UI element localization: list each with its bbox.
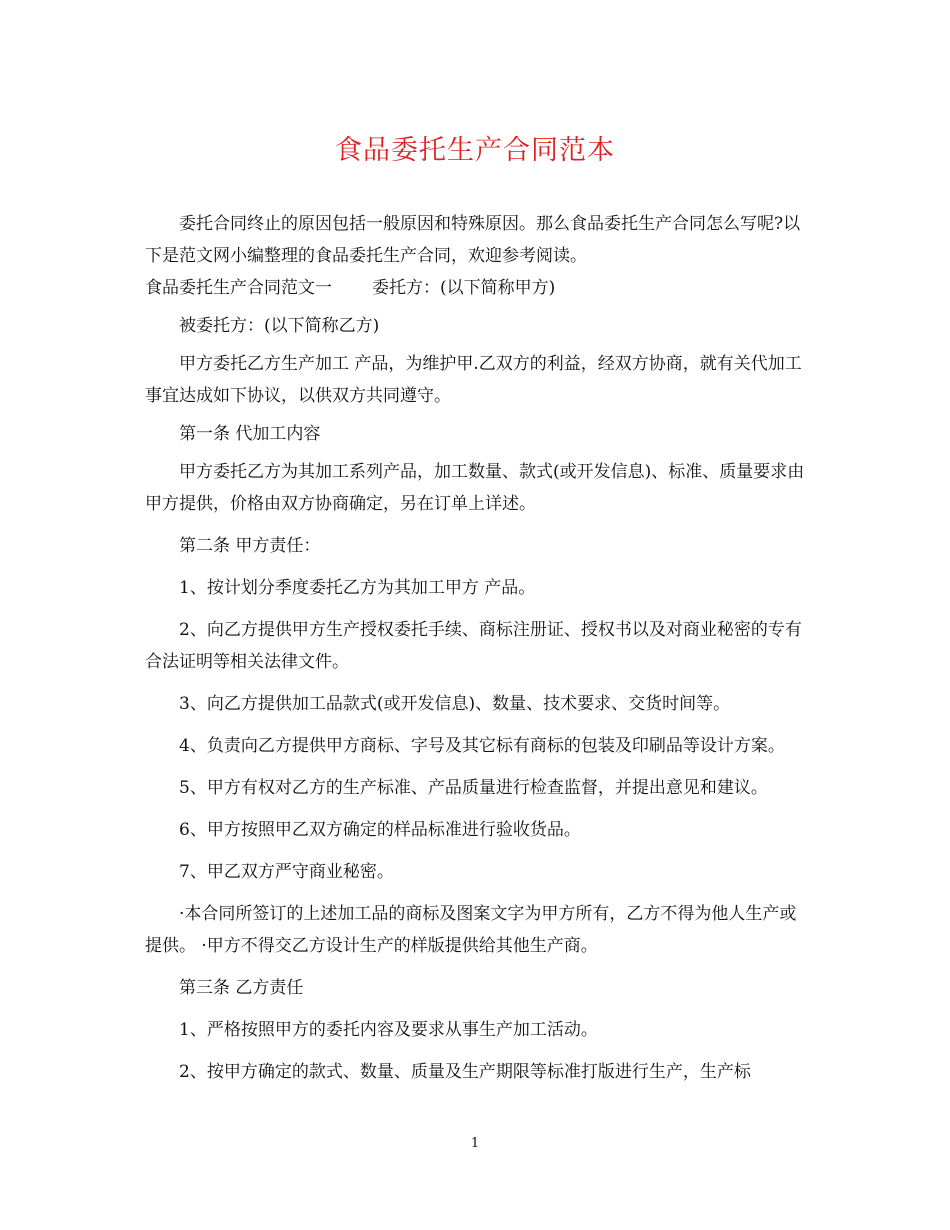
article-2-item: 4、负责向乙方提供甲方商标、字号及其它标有商标的包装及印刷品等设计方案。 [179,736,785,756]
article-3-item: 2、按甲方确定的款式、数量、质量及生产期限等标准打版进行生产，生产标 [179,1062,751,1082]
article-3-item: 1、严格按照甲方的委托内容及要求从事生产加工活动。 [179,1020,598,1040]
article-2-item: 3、向乙方提供加工品款式(或开发信息)、数量、技术要求、交货时间等。 [179,694,731,714]
party-a-label: 委托方：(以下简称甲方) [372,278,556,298]
intro-paragraph: 委托合同终止的原因包括一般原因和特殊原因。那么食品委托生产合同怎么写呢?以下是范文网小编整理的食品委托生产合同，欢迎参考阅读。 [145,214,801,266]
page-number: 1 [470,1136,480,1151]
article-2-item: 6、甲方按照甲乙双方确定的样品标准进行验收货品。 [179,820,581,840]
article-3-heading: 第三条 乙方责任 [179,978,304,998]
document-title: 食品委托生产合同范本 [335,135,615,166]
party-b-label: 被委托方：(以下简称乙方) [179,316,380,336]
article-2-item: 7、甲乙双方严守商业秘密。 [179,862,394,882]
article-2-item: 5、甲方有权对乙方的生产标准、产品质量进行检查监督，并提出意见和建议。 [179,778,768,798]
article-2-item: 1、按计划分季度委托乙方为其加工甲方 产品。 [179,578,536,598]
document-body [145,208,811,1088]
article-1-heading: 第一条 代加工内容 [179,424,321,444]
article-1-text: 甲方委托乙方为其加工系列产品，加工数量、款式(或开发信息)、标准、质量要求由甲方提供，价格由双方协商确定，另在订单上详述。 [145,462,805,514]
article-2-heading: 第二条 甲方责任： [179,536,321,556]
article-2-bullets: ·本合同所签订的上述加工品的商标及图案文字为甲方所有，乙方不得为他人生产或提供。 ·甲方不得交乙方设计生产的样版提供给其他生产商。 [145,904,797,956]
article-2-item: 2、向乙方提供甲方生产授权委托手续、商标注册证、授权书以及对商业秘密的专有合法证明等相关法律文件。 [145,620,802,672]
preamble-paragraph: 甲方委托乙方生产加工 产品，为维护甲.乙双方的利益，经双方协商，就有关代加工事宜达成如下协议，以供双方共同遵守。 [145,354,802,406]
sample-label: 食品委托生产合同范文一 [145,278,332,298]
sample-line [145,272,811,304]
